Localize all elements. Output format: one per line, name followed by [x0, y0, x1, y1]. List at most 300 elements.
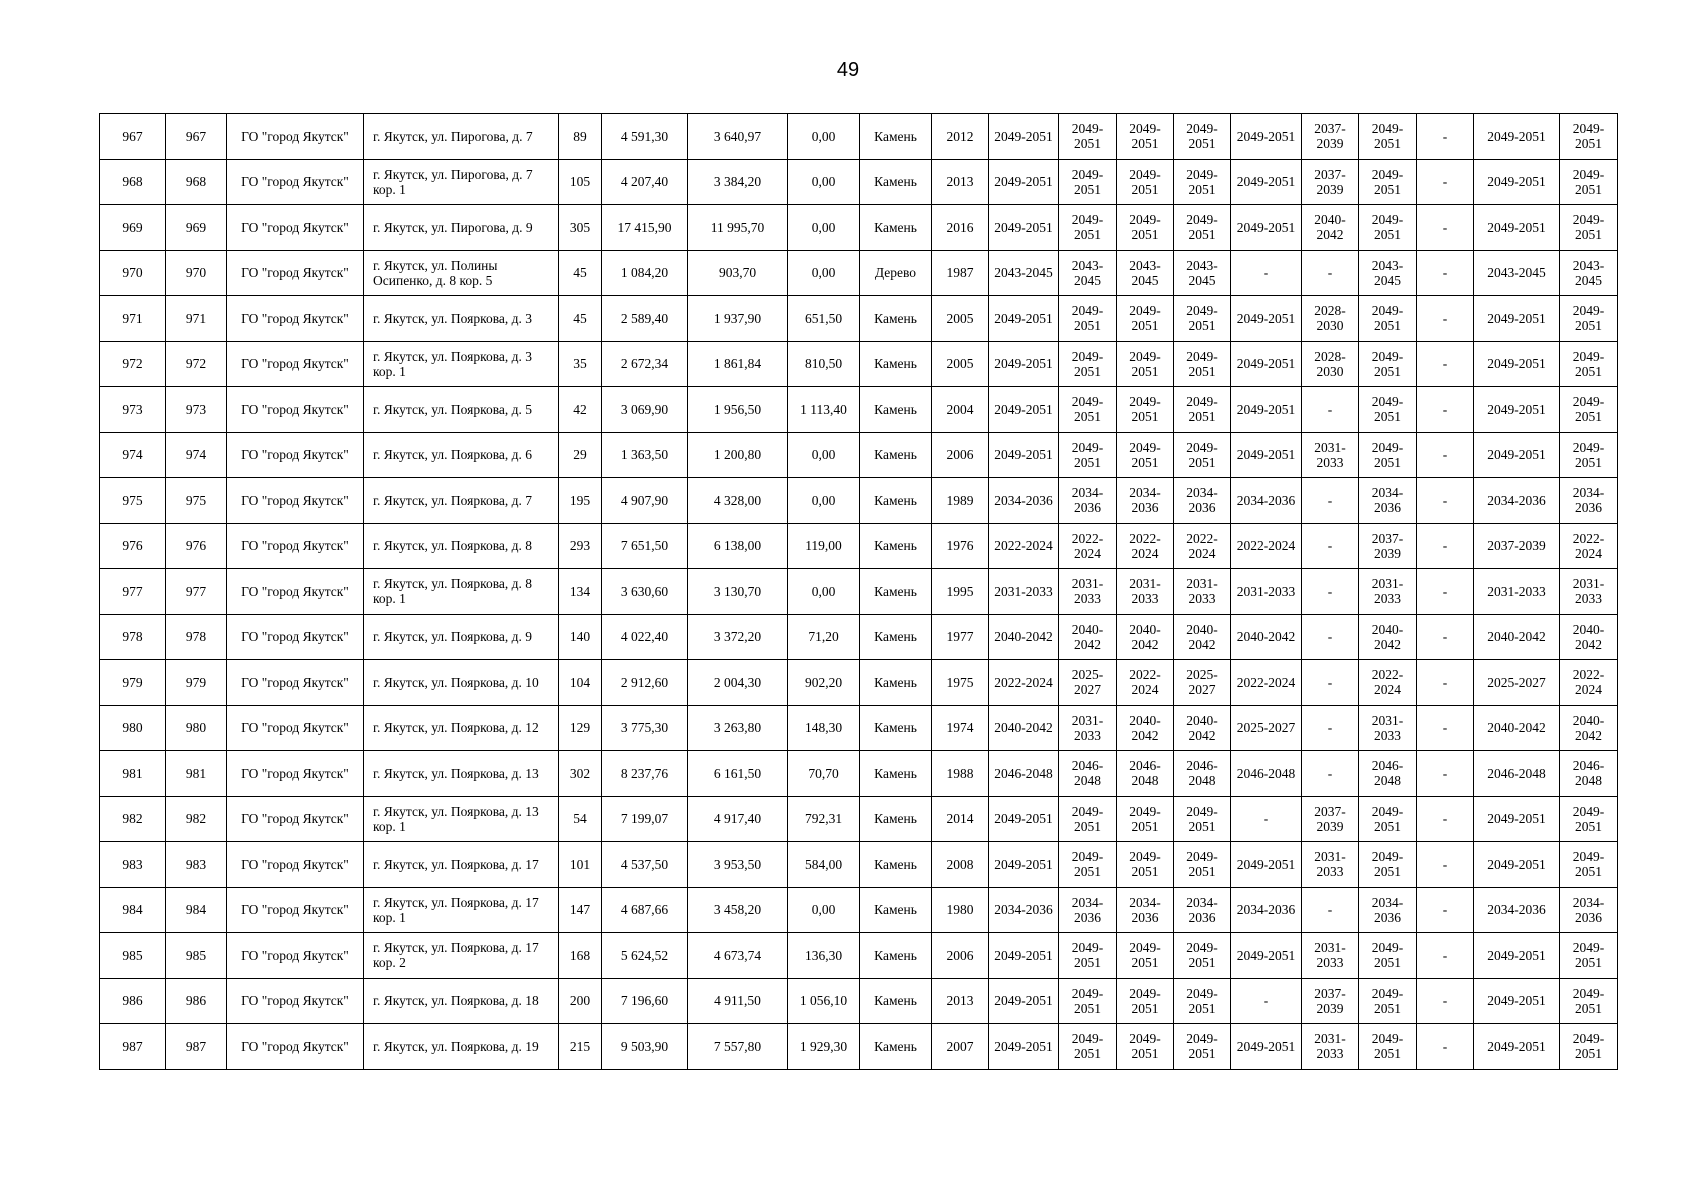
cell-period-col-4: 2049-2051	[1174, 387, 1231, 433]
cell-residents: 105	[559, 159, 602, 205]
cell-period-col-8: -	[1417, 887, 1474, 933]
cell-period-col-10: 2040-2042	[1560, 705, 1618, 751]
cell-period-col-6: 2040-2042	[1302, 205, 1359, 251]
cell-municipality: ГО "город Якутск"	[227, 614, 364, 660]
cell-year-built: 2013	[932, 978, 989, 1024]
cell-period-col-2: 2031-2033	[1059, 705, 1117, 751]
cell-row-number: 972	[100, 341, 166, 387]
cell-period-col-8: -	[1417, 569, 1474, 615]
cell-period-col-3: 2031-2033	[1117, 569, 1174, 615]
cell-period-col-10: 2046-2048	[1560, 751, 1618, 797]
cell-address: г. Якутск, ул. Пояркова, д. 18	[364, 978, 559, 1024]
cell-period-col-5: 2022-2024	[1231, 523, 1302, 569]
cell-period-col-8: -	[1417, 159, 1474, 205]
cell-period-col-6: 2028-2030	[1302, 341, 1359, 387]
cell-address: г. Якутск, ул. Пояркова, д. 10	[364, 660, 559, 706]
cell-period-col-10: 2049-2051	[1560, 796, 1618, 842]
cell-period-col-8: -	[1417, 705, 1474, 751]
cell-year-built: 1988	[932, 751, 989, 797]
cell-residential-area: 4 328,00	[688, 478, 788, 524]
cell-period-col-8: -	[1417, 387, 1474, 433]
cell-non-residential-area: 0,00	[788, 205, 860, 251]
cell-period-col-7: 2049-2051	[1359, 387, 1417, 433]
cell-municipality: ГО "город Якутск"	[227, 660, 364, 706]
cell-period-col-8: -	[1417, 978, 1474, 1024]
cell-wall-material: Камень	[860, 387, 932, 433]
table-body	[100, 114, 1618, 1070]
cell-period-col-6: 2037-2039	[1302, 796, 1359, 842]
table-row	[100, 1024, 1618, 1070]
cell-non-residential-area: 0,00	[788, 432, 860, 478]
cell-residents: 305	[559, 205, 602, 251]
cell-period-col-10: 2040-2042	[1560, 614, 1618, 660]
cell-row-number: 973	[100, 387, 166, 433]
cell-wall-material: Камень	[860, 751, 932, 797]
cell-period-col-4: 2049-2051	[1174, 842, 1231, 888]
cell-total-area: 4 537,50	[602, 842, 688, 888]
cell-period-col-9: 2034-2036	[1474, 887, 1560, 933]
cell-period-col-1: 2046-2048	[989, 751, 1059, 797]
cell-record-number: 969	[166, 205, 227, 251]
cell-period-col-5: 2049-2051	[1231, 933, 1302, 979]
cell-period-col-3: 2049-2051	[1117, 1024, 1174, 1070]
cell-residential-area: 3 384,20	[688, 159, 788, 205]
cell-non-residential-area: 584,00	[788, 842, 860, 888]
cell-address: г. Якутск, ул. Пирогова, д. 9	[364, 205, 559, 251]
cell-period-col-7: 2031-2033	[1359, 705, 1417, 751]
cell-period-col-10: 2049-2051	[1560, 205, 1618, 251]
cell-wall-material: Камень	[860, 569, 932, 615]
cell-period-col-10: 2049-2051	[1560, 933, 1618, 979]
cell-period-col-2: 2049-2051	[1059, 114, 1117, 160]
cell-residents: 147	[559, 887, 602, 933]
cell-residents: 129	[559, 705, 602, 751]
cell-residential-area: 3 372,20	[688, 614, 788, 660]
cell-row-number: 971	[100, 296, 166, 342]
cell-residential-area: 3 263,80	[688, 705, 788, 751]
cell-period-col-1: 2049-2051	[989, 1024, 1059, 1070]
cell-period-col-1: 2034-2036	[989, 887, 1059, 933]
cell-non-residential-area: 1 113,40	[788, 387, 860, 433]
cell-period-col-7: 2034-2036	[1359, 887, 1417, 933]
cell-period-col-5: 2049-2051	[1231, 114, 1302, 160]
cell-period-col-9: 2049-2051	[1474, 796, 1560, 842]
cell-period-col-4: 2049-2051	[1174, 205, 1231, 251]
cell-period-col-8: -	[1417, 933, 1474, 979]
cell-period-col-7: 2049-2051	[1359, 205, 1417, 251]
cell-municipality: ГО "город Якутск"	[227, 705, 364, 751]
cell-period-col-8: -	[1417, 660, 1474, 706]
cell-period-col-9: 2049-2051	[1474, 933, 1560, 979]
cell-period-col-1: 2049-2051	[989, 933, 1059, 979]
cell-municipality: ГО "город Якутск"	[227, 341, 364, 387]
cell-period-col-1: 2034-2036	[989, 478, 1059, 524]
cell-address: г. Якутск, ул. Пояркова, д. 17 кор. 2	[364, 933, 559, 979]
cell-period-col-3: 2022-2024	[1117, 523, 1174, 569]
cell-address: г. Якутск, ул. Пояркова, д. 13 кор. 1	[364, 796, 559, 842]
cell-period-col-8: -	[1417, 478, 1474, 524]
cell-period-col-6: -	[1302, 705, 1359, 751]
cell-total-area: 4 207,40	[602, 159, 688, 205]
cell-record-number: 967	[166, 114, 227, 160]
cell-record-number: 968	[166, 159, 227, 205]
cell-municipality: ГО "город Якутск"	[227, 478, 364, 524]
cell-residents: 140	[559, 614, 602, 660]
cell-record-number: 978	[166, 614, 227, 660]
table-row	[100, 478, 1618, 524]
cell-total-area: 7 199,07	[602, 796, 688, 842]
cell-residents: 35	[559, 341, 602, 387]
cell-residents: 293	[559, 523, 602, 569]
cell-period-col-6: 2031-2033	[1302, 842, 1359, 888]
cell-period-col-1: 2049-2051	[989, 114, 1059, 160]
cell-row-number: 980	[100, 705, 166, 751]
cell-year-built: 1977	[932, 614, 989, 660]
cell-wall-material: Дерево	[860, 250, 932, 296]
cell-residential-area: 4 917,40	[688, 796, 788, 842]
cell-row-number: 970	[100, 250, 166, 296]
cell-year-built: 1987	[932, 250, 989, 296]
table-row	[100, 341, 1618, 387]
cell-year-built: 1995	[932, 569, 989, 615]
cell-residential-area: 3 640,97	[688, 114, 788, 160]
cell-period-col-9: 2040-2042	[1474, 614, 1560, 660]
table-row	[100, 114, 1618, 160]
cell-wall-material: Камень	[860, 614, 932, 660]
cell-residents: 195	[559, 478, 602, 524]
cell-period-col-4: 2049-2051	[1174, 114, 1231, 160]
cell-total-area: 5 624,52	[602, 933, 688, 979]
cell-municipality: ГО "город Якутск"	[227, 432, 364, 478]
cell-row-number: 985	[100, 933, 166, 979]
cell-residents: 200	[559, 978, 602, 1024]
cell-period-col-6: 2037-2039	[1302, 114, 1359, 160]
cell-period-col-2: 2049-2051	[1059, 296, 1117, 342]
cell-record-number: 983	[166, 842, 227, 888]
page-number: 49	[836, 59, 860, 81]
cell-period-col-4: 2034-2036	[1174, 478, 1231, 524]
cell-row-number: 984	[100, 887, 166, 933]
cell-period-col-8: -	[1417, 341, 1474, 387]
cell-non-residential-area: 71,20	[788, 614, 860, 660]
cell-row-number: 979	[100, 660, 166, 706]
cell-period-col-9: 2043-2045	[1474, 250, 1560, 296]
cell-residents: 54	[559, 796, 602, 842]
cell-municipality: ГО "город Якутск"	[227, 250, 364, 296]
cell-period-col-8: -	[1417, 296, 1474, 342]
cell-residents: 215	[559, 1024, 602, 1070]
cell-period-col-5: 2049-2051	[1231, 341, 1302, 387]
cell-year-built: 2005	[932, 341, 989, 387]
cell-period-col-6: -	[1302, 478, 1359, 524]
cell-municipality: ГО "город Якутск"	[227, 523, 364, 569]
cell-residential-area: 1 200,80	[688, 432, 788, 478]
cell-year-built: 2016	[932, 205, 989, 251]
cell-residential-area: 1 861,84	[688, 341, 788, 387]
table-row	[100, 569, 1618, 615]
cell-period-col-3: 2049-2051	[1117, 432, 1174, 478]
cell-non-residential-area: 902,20	[788, 660, 860, 706]
table-row	[100, 523, 1618, 569]
cell-record-number: 985	[166, 933, 227, 979]
cell-period-col-10: 2049-2051	[1560, 387, 1618, 433]
cell-wall-material: Камень	[860, 159, 932, 205]
cell-period-col-3: 2049-2051	[1117, 796, 1174, 842]
cell-non-residential-area: 792,31	[788, 796, 860, 842]
cell-period-col-2: 2049-2051	[1059, 1024, 1117, 1070]
cell-period-col-8: -	[1417, 250, 1474, 296]
cell-period-col-3: 2034-2036	[1117, 887, 1174, 933]
cell-period-col-1: 2049-2051	[989, 796, 1059, 842]
cell-period-col-2: 2031-2033	[1059, 569, 1117, 615]
cell-period-col-4: 2022-2024	[1174, 523, 1231, 569]
cell-period-col-2: 2040-2042	[1059, 614, 1117, 660]
cell-record-number: 975	[166, 478, 227, 524]
cell-period-col-2: 2049-2051	[1059, 159, 1117, 205]
cell-wall-material: Камень	[860, 296, 932, 342]
cell-period-col-6: 2037-2039	[1302, 159, 1359, 205]
cell-year-built: 2008	[932, 842, 989, 888]
cell-total-area: 7 196,60	[602, 978, 688, 1024]
cell-residents: 42	[559, 387, 602, 433]
cell-record-number: 979	[166, 660, 227, 706]
cell-period-col-1: 2049-2051	[989, 387, 1059, 433]
cell-address: г. Якутск, ул. Пояркова, д. 17 кор. 1	[364, 887, 559, 933]
cell-wall-material: Камень	[860, 842, 932, 888]
cell-total-area: 1 363,50	[602, 432, 688, 478]
cell-row-number: 987	[100, 1024, 166, 1070]
cell-period-col-2: 2022-2024	[1059, 523, 1117, 569]
cell-row-number: 986	[100, 978, 166, 1024]
cell-record-number: 973	[166, 387, 227, 433]
cell-row-number: 974	[100, 432, 166, 478]
cell-period-col-2: 2025-2027	[1059, 660, 1117, 706]
table-row	[100, 842, 1618, 888]
cell-period-col-3: 2049-2051	[1117, 387, 1174, 433]
cell-period-col-3: 2040-2042	[1117, 705, 1174, 751]
cell-period-col-1: 2040-2042	[989, 614, 1059, 660]
cell-period-col-4: 2049-2051	[1174, 1024, 1231, 1070]
cell-row-number: 969	[100, 205, 166, 251]
cell-period-col-5: 2049-2051	[1231, 205, 1302, 251]
cell-period-col-4: 2049-2051	[1174, 159, 1231, 205]
table-row	[100, 796, 1618, 842]
cell-total-area: 2 912,60	[602, 660, 688, 706]
cell-period-col-10: 2049-2051	[1560, 842, 1618, 888]
cell-period-col-10: 2031-2033	[1560, 569, 1618, 615]
cell-wall-material: Камень	[860, 705, 932, 751]
cell-period-col-6: 2031-2033	[1302, 432, 1359, 478]
cell-period-col-7: 2022-2024	[1359, 660, 1417, 706]
cell-record-number: 986	[166, 978, 227, 1024]
cell-year-built: 2006	[932, 933, 989, 979]
cell-total-area: 9 503,90	[602, 1024, 688, 1070]
cell-period-col-1: 2049-2051	[989, 205, 1059, 251]
cell-residential-area: 7 557,80	[688, 1024, 788, 1070]
cell-address: г. Якутск, ул. Полины Осипенко, д. 8 кор. 5	[364, 250, 559, 296]
cell-total-area: 4 687,66	[602, 887, 688, 933]
cell-wall-material: Камень	[860, 432, 932, 478]
cell-period-col-1: 2049-2051	[989, 159, 1059, 205]
cell-period-col-8: -	[1417, 114, 1474, 160]
cell-period-col-9: 2049-2051	[1474, 296, 1560, 342]
cell-period-col-9: 2049-2051	[1474, 205, 1560, 251]
table-row	[100, 705, 1618, 751]
cell-year-built: 1980	[932, 887, 989, 933]
cell-year-built: 2013	[932, 159, 989, 205]
cell-period-col-1: 2031-2033	[989, 569, 1059, 615]
cell-period-col-5: -	[1231, 978, 1302, 1024]
cell-period-col-6: -	[1302, 751, 1359, 797]
cell-municipality: ГО "город Якутск"	[227, 387, 364, 433]
cell-municipality: ГО "город Якутск"	[227, 842, 364, 888]
cell-address: г. Якутск, ул. Пояркова, д. 6	[364, 432, 559, 478]
table-row	[100, 296, 1618, 342]
cell-period-col-6: -	[1302, 660, 1359, 706]
cell-record-number: 970	[166, 250, 227, 296]
cell-address: г. Якутск, ул. Пирогова, д. 7	[364, 114, 559, 160]
table-row	[100, 387, 1618, 433]
cell-total-area: 4 022,40	[602, 614, 688, 660]
cell-wall-material: Камень	[860, 114, 932, 160]
cell-address: г. Якутск, ул. Пояркова, д. 9	[364, 614, 559, 660]
table-row	[100, 660, 1618, 706]
cell-record-number: 972	[166, 341, 227, 387]
housing-register-table	[99, 113, 1618, 1070]
cell-period-col-7: 2037-2039	[1359, 523, 1417, 569]
cell-period-col-3: 2046-2048	[1117, 751, 1174, 797]
cell-period-col-6: -	[1302, 569, 1359, 615]
cell-period-col-4: 2040-2042	[1174, 614, 1231, 660]
cell-municipality: ГО "город Якутск"	[227, 796, 364, 842]
table-row	[100, 887, 1618, 933]
cell-period-col-2: 2049-2051	[1059, 387, 1117, 433]
cell-period-col-5: -	[1231, 796, 1302, 842]
cell-period-col-5: 2025-2027	[1231, 705, 1302, 751]
cell-period-col-8: -	[1417, 205, 1474, 251]
cell-period-col-10: 2034-2036	[1560, 478, 1618, 524]
cell-period-col-4: 2046-2048	[1174, 751, 1231, 797]
cell-wall-material: Камень	[860, 523, 932, 569]
cell-period-col-10: 2049-2051	[1560, 159, 1618, 205]
cell-period-col-10: 2049-2051	[1560, 296, 1618, 342]
cell-non-residential-area: 810,50	[788, 341, 860, 387]
cell-record-number: 980	[166, 705, 227, 751]
cell-non-residential-area: 0,00	[788, 114, 860, 160]
cell-period-col-4: 2049-2051	[1174, 341, 1231, 387]
cell-period-col-4: 2040-2042	[1174, 705, 1231, 751]
cell-period-col-8: -	[1417, 432, 1474, 478]
cell-record-number: 984	[166, 887, 227, 933]
cell-period-col-6: -	[1302, 387, 1359, 433]
table-row	[100, 978, 1618, 1024]
cell-year-built: 2006	[932, 432, 989, 478]
cell-residents: 89	[559, 114, 602, 160]
cell-period-col-1: 2022-2024	[989, 660, 1059, 706]
table-row	[100, 432, 1618, 478]
cell-period-col-4: 2025-2027	[1174, 660, 1231, 706]
cell-municipality: ГО "город Якутск"	[227, 1024, 364, 1070]
cell-address: г. Якутск, ул. Пояркова, д. 17	[364, 842, 559, 888]
cell-year-built: 1974	[932, 705, 989, 751]
cell-municipality: ГО "город Якутск"	[227, 569, 364, 615]
cell-total-area: 3 069,90	[602, 387, 688, 433]
cell-residential-area: 1 956,50	[688, 387, 788, 433]
cell-wall-material: Камень	[860, 933, 932, 979]
cell-period-col-3: 2049-2051	[1117, 296, 1174, 342]
cell-period-col-6: -	[1302, 523, 1359, 569]
cell-period-col-10: 2043-2045	[1560, 250, 1618, 296]
cell-residential-area: 2 004,30	[688, 660, 788, 706]
cell-period-col-2: 2034-2036	[1059, 478, 1117, 524]
cell-municipality: ГО "город Якутск"	[227, 933, 364, 979]
cell-period-col-10: 2049-2051	[1560, 432, 1618, 478]
cell-municipality: ГО "город Якутск"	[227, 114, 364, 160]
cell-row-number: 967	[100, 114, 166, 160]
cell-period-col-5: 2049-2051	[1231, 296, 1302, 342]
cell-period-col-4: 2049-2051	[1174, 796, 1231, 842]
cell-row-number: 978	[100, 614, 166, 660]
cell-period-col-9: 2049-2051	[1474, 978, 1560, 1024]
cell-period-col-10: 2049-2051	[1560, 1024, 1618, 1070]
cell-period-col-1: 2049-2051	[989, 842, 1059, 888]
cell-period-col-5: 2040-2042	[1231, 614, 1302, 660]
cell-wall-material: Камень	[860, 1024, 932, 1070]
cell-period-col-5: 2034-2036	[1231, 478, 1302, 524]
cell-period-col-10: 2049-2051	[1560, 341, 1618, 387]
cell-period-col-9: 2049-2051	[1474, 387, 1560, 433]
cell-municipality: ГО "город Якутск"	[227, 751, 364, 797]
cell-period-col-3: 2049-2051	[1117, 114, 1174, 160]
cell-non-residential-area: 148,30	[788, 705, 860, 751]
cell-residents: 101	[559, 842, 602, 888]
cell-period-col-2: 2046-2048	[1059, 751, 1117, 797]
cell-period-col-2: 2049-2051	[1059, 933, 1117, 979]
cell-year-built: 1976	[932, 523, 989, 569]
cell-period-col-9: 2034-2036	[1474, 478, 1560, 524]
cell-period-col-4: 2049-2051	[1174, 432, 1231, 478]
cell-period-col-2: 2049-2051	[1059, 341, 1117, 387]
cell-non-residential-area: 0,00	[788, 159, 860, 205]
cell-period-col-10: 2022-2024	[1560, 523, 1618, 569]
cell-residents: 45	[559, 250, 602, 296]
cell-period-col-6: -	[1302, 887, 1359, 933]
cell-period-col-4: 2049-2051	[1174, 933, 1231, 979]
cell-period-col-1: 2049-2051	[989, 341, 1059, 387]
cell-record-number: 977	[166, 569, 227, 615]
cell-period-col-7: 2046-2048	[1359, 751, 1417, 797]
cell-period-col-1: 2022-2024	[989, 523, 1059, 569]
cell-non-residential-area: 119,00	[788, 523, 860, 569]
cell-row-number: 976	[100, 523, 166, 569]
cell-period-col-6: -	[1302, 614, 1359, 660]
cell-non-residential-area: 136,30	[788, 933, 860, 979]
cell-residents: 29	[559, 432, 602, 478]
cell-period-col-2: 2049-2051	[1059, 432, 1117, 478]
cell-period-col-2: 2049-2051	[1059, 978, 1117, 1024]
cell-residential-area: 4 911,50	[688, 978, 788, 1024]
cell-residents: 45	[559, 296, 602, 342]
cell-period-col-9: 2037-2039	[1474, 523, 1560, 569]
cell-year-built: 2014	[932, 796, 989, 842]
cell-period-col-4: 2043-2045	[1174, 250, 1231, 296]
cell-period-col-6: -	[1302, 250, 1359, 296]
cell-period-col-3: 2049-2051	[1117, 341, 1174, 387]
cell-period-col-7: 2040-2042	[1359, 614, 1417, 660]
cell-period-col-9: 2049-2051	[1474, 341, 1560, 387]
cell-record-number: 981	[166, 751, 227, 797]
cell-period-col-1: 2049-2051	[989, 432, 1059, 478]
